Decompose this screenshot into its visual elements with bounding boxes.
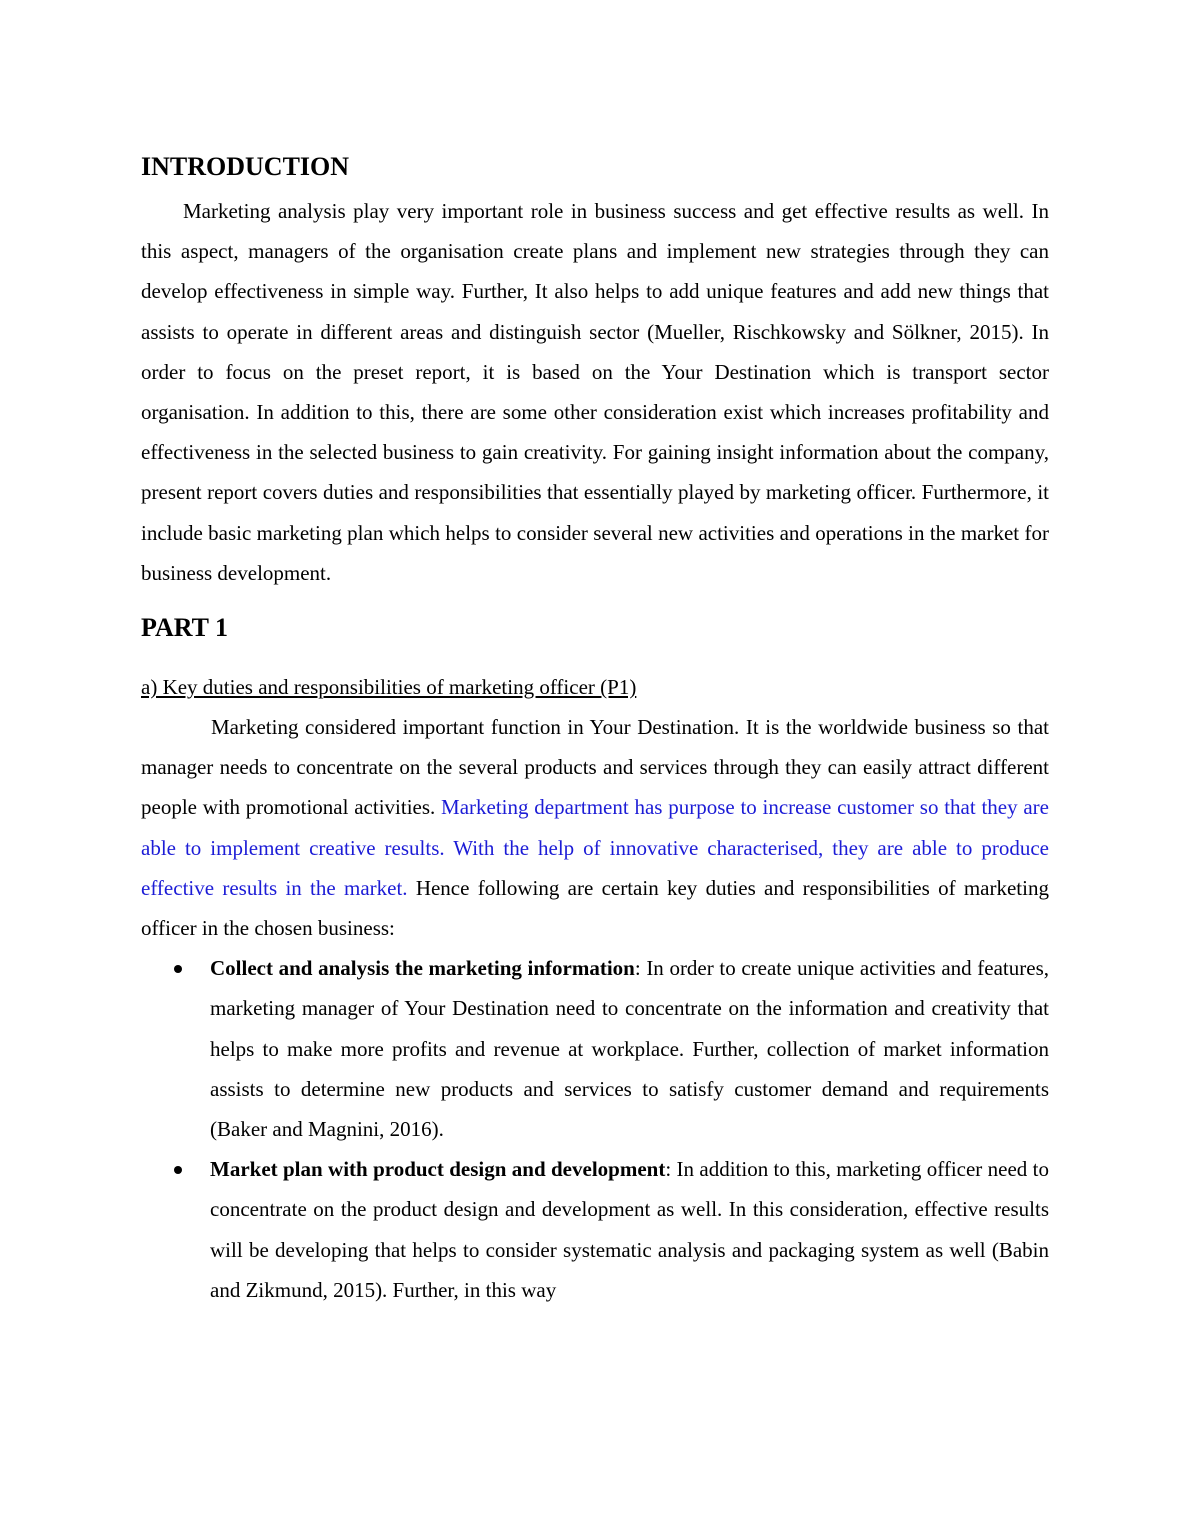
list-item <box>141 948 1049 1149</box>
part1-paragraph-highlight: Marketing department has purpose to increase customer so that they are able to implement creative results. With the help of innovative characterised, they are able to produce effective results in the market. <box>141 795 1049 900</box>
duty-text: : In addition to this, marketing officer need to concentrate on the product design and development as well. In this consideration, effective results will be developing that helps to consider systematic analysis and packaging system as well (Babin and Zikmund, 2015). Further, in this way <box>210 1157 1049 1302</box>
part1-paragraph <box>141 707 1049 948</box>
duties-list <box>141 948 1049 1310</box>
introduction-paragraph: Marketing analysis play very important role in business success and get effective results as well. In this aspect, managers of the organisation create plans and implement new strategies through they can develop effectiveness in simple way. Further, It also helps to add unique features and add new things that assists to operate in different areas and distinguish sector (Mueller, Rischkowsky and Sölkner, 2015). In order to focus on the preset report, it is based on the Your Destination which is transport sector organisation. In addition to this, there are some other consideration exist which increases profitability and effectiveness in the selected business to gain creativity. For gaining insight information about the company, present report covers duties and responsibilities that essentially played by marketing officer. Furthermore, it include basic marketing plan which helps to consider several new activities and operations in the market for business development. <box>141 199 1049 585</box>
duty-text: : In order to create unique activities and features, marketing manager of Your Destination need to concentrate on the information and creativity that helps to make more profits and revenue at workplace. Further, collection of market information assists to determine new products and services to satisfy customer demand and requirements (Baker and Magnini, 2016). <box>210 956 1049 1142</box>
part1-paragraph-end: Hence following are certain key duties and responsibilities of marketing officer in the chosen business: <box>141 875 1049 941</box>
document-page <box>141 148 1049 1310</box>
part1-heading: PART 1 <box>141 613 228 643</box>
introduction-heading: INTRODUCTION <box>141 152 350 181</box>
duties-subheading: a) Key duties and responsibilities of marketing officer (P1) <box>141 675 637 700</box>
bullet-icon <box>174 1166 182 1174</box>
bullet-icon <box>174 965 182 973</box>
duty-title: Collect and analysis the marketing information <box>210 956 635 981</box>
part1-paragraph-start: Marketing considered important function in Your Destination. It is the worldwide business so that manager needs to concentrate on the several products and services through they can easily attract different people with promotional activities. <box>141 715 1049 820</box>
list-item <box>141 1149 1049 1310</box>
duty-title: Market plan with product design and development <box>210 1157 666 1182</box>
